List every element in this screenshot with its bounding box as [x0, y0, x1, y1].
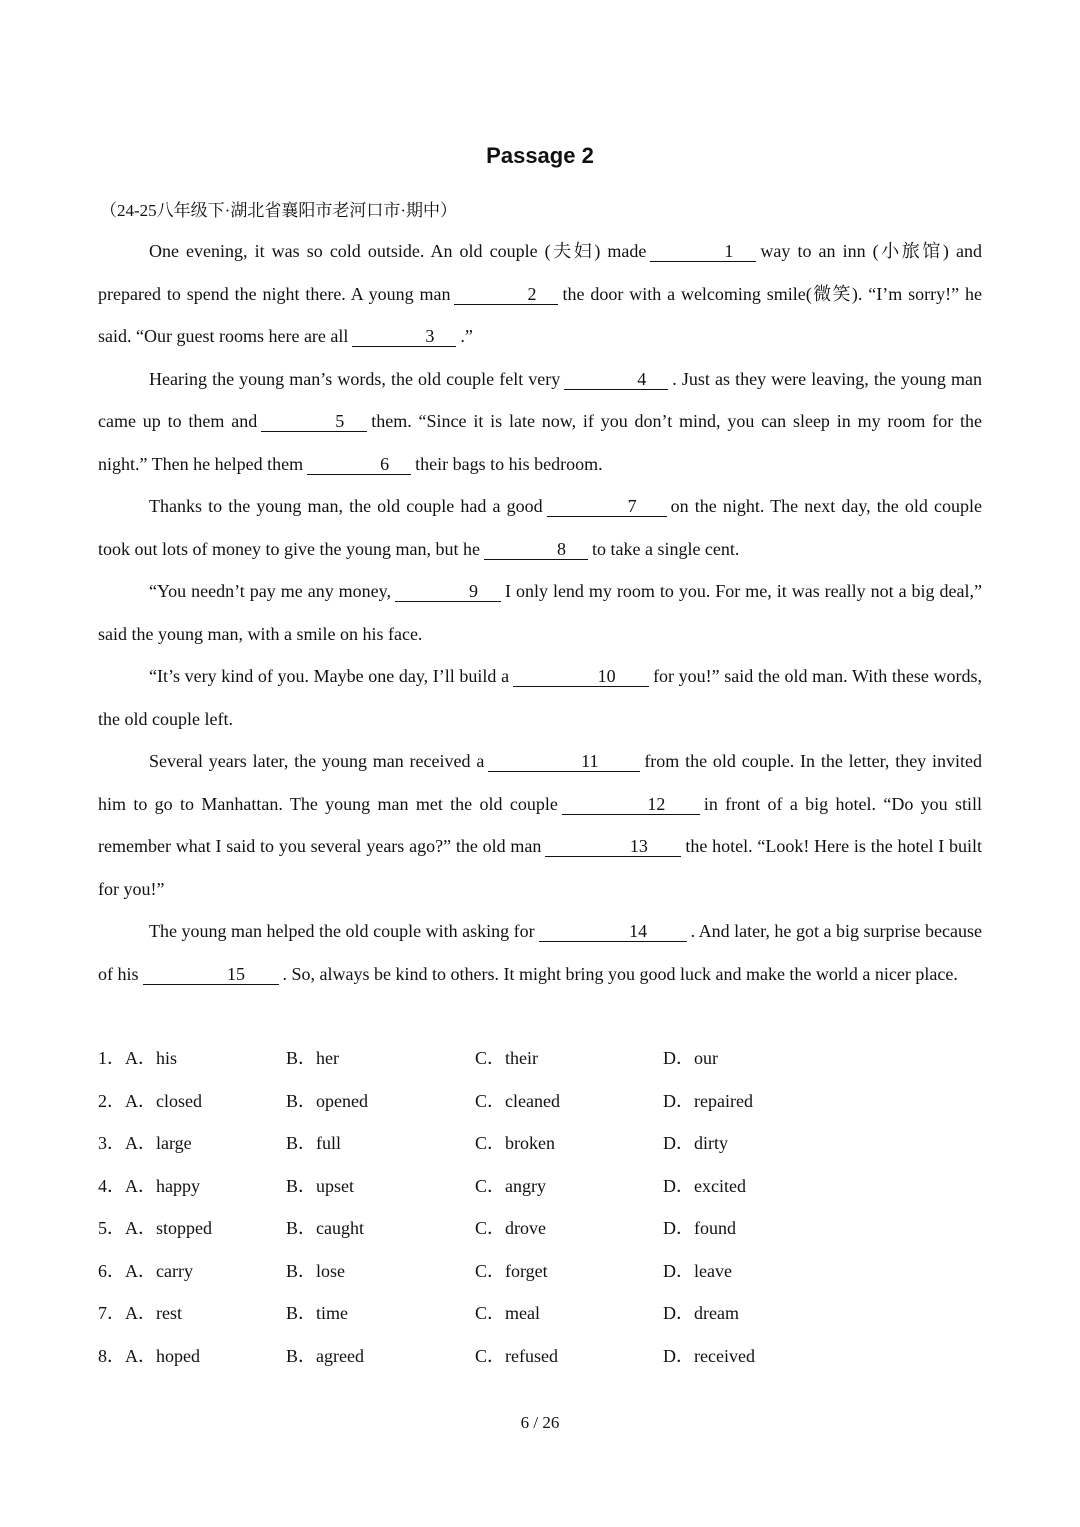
option-c[interactable]: C．angry: [475, 1175, 546, 1196]
paragraph-1: One evening, it was so cold outside. An old couple (夫妇) made 1 way to an inn (小旅馆) and prepared to spend the night there. A young man 2 the door with a welcoming smile(微笑). “I’m sorry!” he said. “Our guest rooms here are all 3 .”: [98, 241, 982, 346]
option-c[interactable]: C．broken: [475, 1133, 555, 1153]
option-d[interactable]: D．repaired: [663, 1090, 753, 1111]
question-3-options: [98, 1122, 982, 1165]
blank-12[interactable]: 12: [562, 794, 700, 815]
option-a[interactable]: 4．A．happy: [98, 1175, 200, 1196]
option-a[interactable]: 2．A．closed: [98, 1090, 202, 1111]
option-a[interactable]: 6．A．carry: [98, 1260, 193, 1281]
paragraph-2: Hearing the young man’s words, the old couple felt very 4 . Just as they were leaving, the young man came up to them and 5 them. “Since it is late now, if you don’t mind, you can sleep in my room for the night.” Then he helped them 6 their bags to his bedroom.: [98, 368, 982, 474]
question-2-options: [98, 1080, 982, 1123]
option-a[interactable]: 1．A．his: [98, 1048, 178, 1068]
paragraph-7: The young man helped the old couple with asking for 14 . And later, he got a big surprise because of his 15 . So, always be kind to others. It might bring you good luck and make the world a nicer place.: [98, 921, 982, 984]
blank-14[interactable]: 14: [539, 921, 687, 942]
option-b[interactable]: B．time: [286, 1303, 348, 1323]
option-c[interactable]: C．forget: [475, 1260, 548, 1281]
blank-8[interactable]: 8: [484, 539, 588, 560]
question-7-options: [98, 1292, 982, 1335]
option-b[interactable]: B．caught: [286, 1218, 364, 1238]
option-c[interactable]: C．cleaned: [475, 1090, 560, 1111]
option-a[interactable]: 5．A．stopped: [98, 1218, 212, 1238]
option-c[interactable]: C．meal: [475, 1303, 540, 1323]
option-d[interactable]: D．dirty: [663, 1133, 728, 1153]
question-5-options: [98, 1207, 982, 1250]
source-note: （24-25八年级下·湖北省襄阳市老河口市·期中）: [100, 201, 457, 220]
option-b[interactable]: B．lose: [286, 1260, 346, 1281]
blank-7[interactable]: 7: [547, 496, 667, 517]
paragraph-5: “It’s very kind of you. Maybe one day, I’ll build a 10 for you!” said the old man. With these words, the old couple left.: [98, 666, 982, 729]
option-b[interactable]: B．opened: [286, 1090, 368, 1111]
blank-10[interactable]: 10: [513, 666, 649, 687]
option-b[interactable]: B．her: [286, 1048, 339, 1068]
option-c[interactable]: C．refused: [475, 1345, 558, 1366]
option-d[interactable]: D．our: [663, 1048, 718, 1068]
blank-5[interactable]: 5: [261, 411, 367, 432]
blank-3[interactable]: 3: [352, 326, 456, 347]
option-d[interactable]: D．found: [663, 1218, 736, 1238]
blank-15[interactable]: 15: [143, 964, 279, 985]
option-b[interactable]: B．upset: [286, 1175, 355, 1196]
option-a[interactable]: 8．A．hoped: [98, 1345, 200, 1366]
option-d[interactable]: D．dream: [663, 1303, 739, 1323]
page-number: 6 / 26: [520, 1413, 560, 1432]
option-d[interactable]: D．excited: [663, 1175, 746, 1196]
paragraph-4: “You needn’t pay me any money, 9 I only lend my room to you. For me, it was really not a big deal,” said the young man, with a smile on his face.: [98, 581, 982, 644]
option-d[interactable]: D．received: [663, 1345, 755, 1366]
answer-options: [98, 1037, 982, 1377]
paragraph-3: Thanks to the young man, the old couple had a good 7 on the night. The next day, the old couple took out lots of money to give the young man, but he 8 to take a single cent.: [98, 496, 982, 559]
option-a[interactable]: 7．A．rest: [98, 1303, 182, 1323]
option-b[interactable]: B．full: [286, 1133, 342, 1153]
blank-1[interactable]: 1: [650, 241, 756, 262]
blank-2[interactable]: 2: [454, 284, 558, 305]
option-b[interactable]: B．agreed: [286, 1345, 364, 1366]
blank-13[interactable]: 13: [545, 836, 681, 857]
option-a[interactable]: 3．A．large: [98, 1133, 192, 1153]
option-c[interactable]: C．drove: [475, 1218, 546, 1238]
blank-6[interactable]: 6: [307, 454, 411, 475]
blank-11[interactable]: 11: [488, 751, 640, 772]
passage-body: [98, 230, 982, 995]
question-8-options: [98, 1335, 982, 1378]
blank-9[interactable]: 9: [395, 581, 501, 602]
question-4-options: [98, 1165, 982, 1208]
option-d[interactable]: D．leave: [663, 1260, 732, 1281]
question-1-options: [98, 1037, 982, 1080]
blank-4[interactable]: 4: [564, 369, 668, 390]
paragraph-6: Several years later, the young man received a 11 from the old couple. In the letter, they invited him to go to Manhattan. The young man met the old couple 12 in front of a big hotel. “Do you still remember what I said to you several years ago?” the old man 13 the hotel. “Look! Here is the hotel I built for you!”: [98, 751, 983, 899]
passage-title: Passage 2: [486, 143, 594, 168]
option-c[interactable]: C．their: [475, 1048, 538, 1068]
question-6-options: [98, 1250, 982, 1293]
